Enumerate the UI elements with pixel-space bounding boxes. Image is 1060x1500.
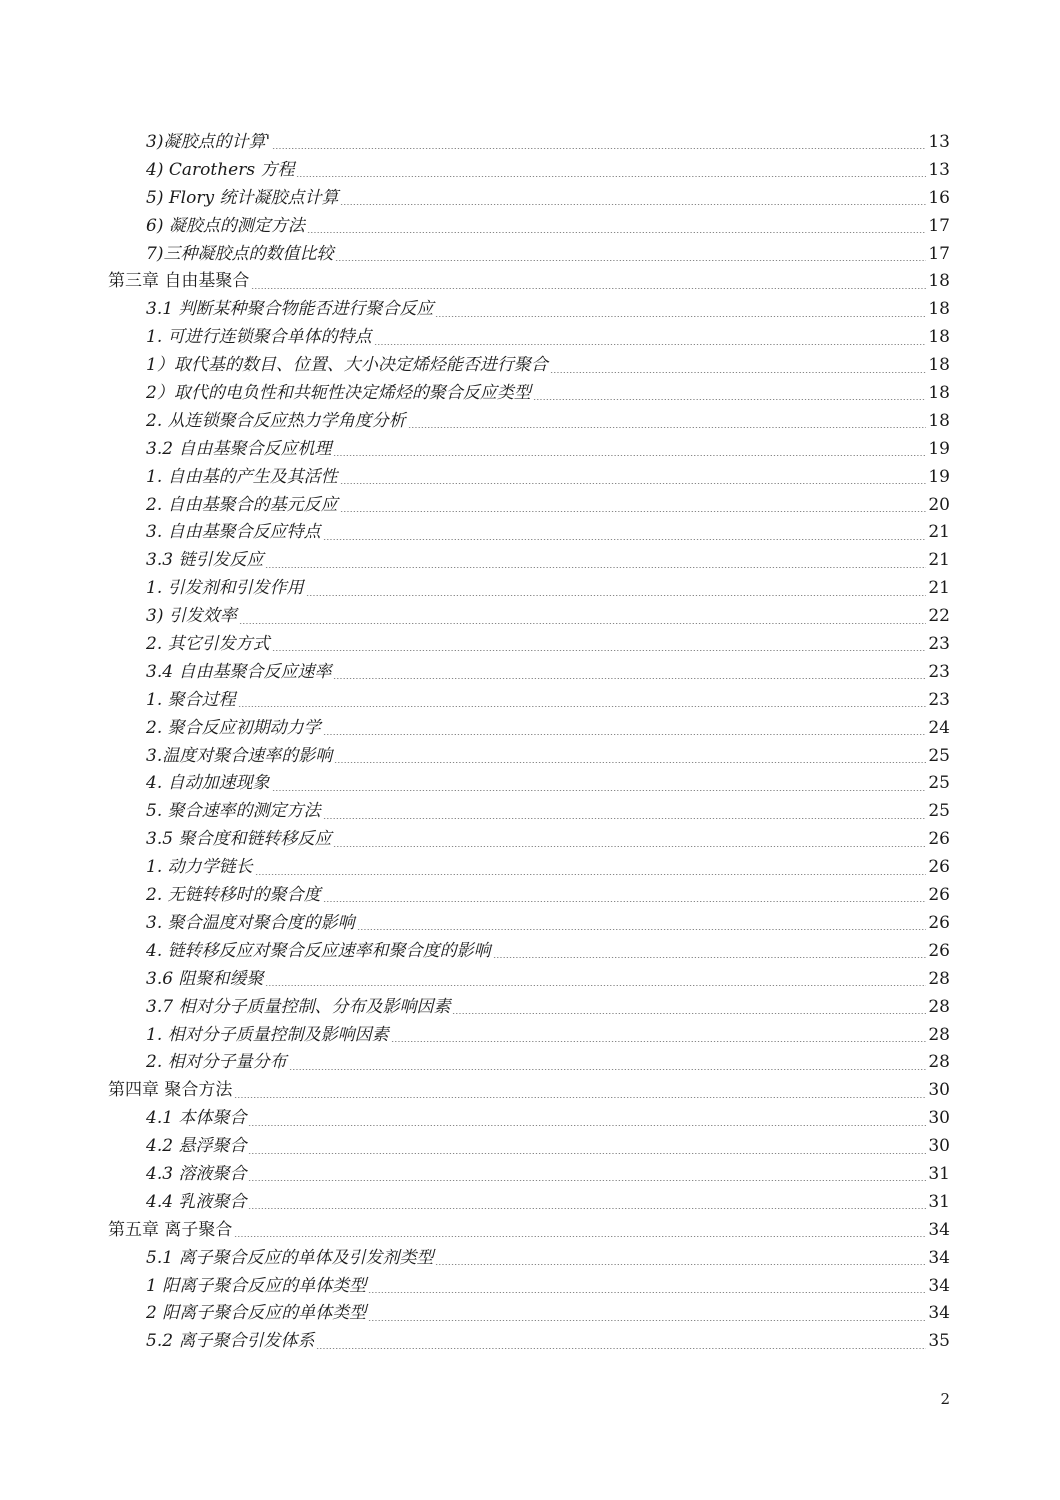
dot-leader: [340, 483, 927, 484]
toc-section-entry[interactable]: [108, 464, 950, 492]
toc-section-entry[interactable]: [108, 213, 950, 241]
toc-chapter-entry[interactable]: [108, 1077, 950, 1105]
toc-entry-label: 1. 自由基的产生及其活性: [146, 466, 338, 487]
toc-entry-page-number: 25: [928, 745, 950, 766]
dot-leader: [248, 1153, 926, 1154]
dot-leader: [334, 762, 926, 763]
toc-section-entry[interactable]: [108, 1161, 950, 1189]
toc-section-entry[interactable]: [108, 157, 950, 185]
toc-entry-label: 3.5 聚合度和链转移反应: [146, 829, 332, 850]
toc-entry-page-number: 30: [928, 1108, 950, 1129]
toc-section-entry[interactable]: [108, 770, 950, 798]
toc-entry-label: 1. 相对分子质量控制及影响因素: [146, 1024, 389, 1045]
toc-entry-label: 1. 动力学链长: [146, 857, 253, 878]
toc-entry-page-number: 25: [928, 801, 950, 822]
toc-section-entry[interactable]: [108, 241, 950, 269]
toc-entry-label: 4.2 悬浮聚合: [146, 1136, 247, 1157]
dot-leader: [272, 790, 927, 791]
dot-leader: [234, 1097, 926, 1098]
toc-entry-label: 4.4 乳液聚合: [146, 1191, 247, 1212]
dot-leader: [333, 846, 926, 847]
toc-section-entry[interactable]: [108, 129, 950, 157]
toc-entry-label: 第四章 聚合方法: [108, 1080, 233, 1101]
toc-entry-label: 第五章 离子聚合: [108, 1219, 233, 1240]
toc-entry-label: 6) 凝胶点的测定方法: [146, 215, 305, 236]
toc-entry-label: 2. 自由基聚合的基元反应: [146, 494, 338, 515]
toc-entry-page-number: 18: [928, 383, 950, 404]
toc-entry-label: 5) Flory 统计凝胶点计算: [146, 187, 339, 208]
toc-entry-label: 4) Carothers 方程: [146, 159, 295, 180]
toc-entry-page-number: 30: [928, 1080, 950, 1101]
dot-leader: [307, 232, 927, 233]
toc-entry-page-number: 18: [928, 271, 950, 292]
dot-leader: [323, 734, 927, 735]
toc-section-entry[interactable]: [108, 324, 950, 352]
dot-leader: [391, 1041, 927, 1042]
toc-section-entry[interactable]: [108, 715, 950, 743]
toc-entry-page-number: 26: [928, 857, 950, 878]
toc-entry-label: 1. 可进行连锁聚合单体的特点: [146, 327, 372, 348]
toc-entry-page-number: 34: [928, 1275, 950, 1296]
toc-entry-page-number: 18: [928, 355, 950, 376]
toc-entry-label: 1. 聚合过程: [146, 689, 236, 710]
dot-leader: [333, 455, 926, 456]
dot-leader: [316, 1348, 926, 1349]
toc-section-entry[interactable]: [108, 603, 950, 631]
dot-leader: [272, 650, 927, 651]
toc-entry-label: 2 阳离子聚合反应的单体类型: [146, 1303, 367, 1324]
toc-entry-label: 4. 链转移反应对聚合反应速率和聚合度的影响: [146, 940, 491, 961]
toc-entry-label: 7)三种凝胶点的数值比较: [146, 243, 334, 264]
dot-leader: [533, 399, 927, 400]
toc-entry-label: 3.温度对聚合速率的影响: [146, 745, 333, 766]
toc-section-entry[interactable]: [108, 296, 950, 324]
toc-entry-label: 2. 其它引发方式: [146, 634, 270, 655]
toc-section-entry[interactable]: [108, 1273, 950, 1301]
toc-section-entry[interactable]: [108, 826, 950, 854]
toc-entry-page-number: 13: [928, 159, 950, 180]
toc-section-entry[interactable]: [108, 910, 950, 938]
toc-section-entry[interactable]: [108, 687, 950, 715]
toc-entry-page-number: 26: [928, 912, 950, 933]
dot-leader: [289, 1069, 927, 1070]
dot-leader: [368, 1292, 926, 1293]
toc-section-entry[interactable]: [108, 436, 950, 464]
toc-entry-page-number: 21: [928, 522, 950, 543]
toc-section-entry[interactable]: [108, 1245, 950, 1273]
toc-entry-page-number: 23: [928, 661, 950, 682]
toc-entry-page-number: 23: [928, 634, 950, 655]
toc-section-entry[interactable]: [108, 854, 950, 882]
toc-entry-page-number: 23: [928, 689, 950, 710]
toc-section-entry[interactable]: [108, 352, 950, 380]
toc-entry-page-number: 16: [928, 187, 950, 208]
dot-leader: [340, 511, 927, 512]
toc-section-entry[interactable]: [108, 519, 950, 547]
toc-entry-label: 4.1 本体聚合: [146, 1108, 247, 1129]
toc-entry-label: 5.2 离子聚合引发体系: [146, 1331, 315, 1352]
toc-section-entry[interactable]: [108, 185, 950, 213]
toc-section-entry[interactable]: [108, 1022, 950, 1050]
toc-entry-label: 2. 从连锁聚合反应热力学角度分析: [146, 410, 406, 431]
dot-leader: [306, 595, 927, 596]
toc-entry-page-number: 13: [928, 132, 950, 152]
toc-entry-label: 2. 无链转移时的聚合度: [146, 885, 321, 906]
toc-entry-page-number: 34: [928, 1247, 950, 1268]
toc-section-entry[interactable]: [108, 492, 950, 520]
toc-entry-label: 3.2 自由基聚合反应机理: [146, 438, 332, 459]
toc-entry-page-number: 21: [928, 550, 950, 571]
toc-section-entry[interactable]: [108, 631, 950, 659]
dot-leader: [272, 148, 926, 149]
toc-entry-label: 3.7 相对分子质量控制、分布及影响因素: [146, 996, 451, 1017]
toc-entry-label: 5.1 离子聚合反应的单体及引发剂类型: [146, 1247, 434, 1268]
toc-entry-page-number: 19: [928, 438, 950, 459]
dot-leader: [248, 1208, 926, 1209]
toc-entry-label: 3.3 链引发反应: [146, 550, 264, 571]
toc-entry-label: 4.3 溶液聚合: [146, 1163, 247, 1184]
toc-entry-label: 第三章 自由基聚合: [108, 271, 250, 292]
toc-entry-label: 3.4 自由基聚合反应速率: [146, 661, 332, 682]
page-number: 2: [940, 1390, 950, 1408]
toc-section-entry[interactable]: [108, 408, 950, 436]
dot-leader: [265, 567, 926, 568]
toc-entry-page-number: 24: [928, 717, 950, 738]
toc-entry-page-number: 31: [928, 1191, 950, 1212]
toc-section-entry[interactable]: [108, 547, 950, 575]
toc-entry-label: 2. 相对分子量分布: [146, 1052, 287, 1073]
toc-entry-label: 3. 聚合温度对聚合度的影响: [146, 912, 355, 933]
toc-entry-page-number: 31: [928, 1163, 950, 1184]
dot-leader: [323, 818, 927, 819]
toc-entry-page-number: 17: [928, 215, 950, 236]
toc-entry-label: 3.1 判断某种聚合物能否进行聚合反应: [146, 299, 434, 320]
dot-leader: [335, 260, 926, 261]
dot-leader: [550, 372, 927, 373]
toc-section-entry[interactable]: [108, 966, 950, 994]
dot-leader: [251, 288, 926, 289]
toc-section-entry[interactable]: [108, 994, 950, 1022]
toc-section-entry[interactable]: [108, 1105, 950, 1133]
toc-section-entry[interactable]: [108, 1133, 950, 1161]
toc-entry-label: 4. 自动加速现象: [146, 773, 270, 794]
toc-section-entry[interactable]: [108, 938, 950, 966]
toc-section-entry[interactable]: [108, 798, 950, 826]
toc-entry-page-number: 17: [928, 243, 950, 264]
toc-entry-page-number: 18: [928, 299, 950, 320]
toc-entry-page-number: 19: [928, 466, 950, 487]
toc-section-entry[interactable]: [108, 1328, 950, 1356]
toc-entry-page-number: 20: [928, 494, 950, 515]
toc-section-entry[interactable]: [108, 659, 950, 687]
toc-entry-page-number: 26: [928, 829, 950, 850]
toc-entry-label: 2）取代的电负性和共轭性决定烯烃的聚合反应类型: [146, 383, 531, 404]
toc-entry-page-number: 35: [928, 1331, 950, 1352]
dot-leader: [265, 985, 926, 986]
toc-section-entry[interactable]: [108, 1049, 950, 1077]
toc-entry-page-number: 28: [928, 996, 950, 1017]
toc-entry-label: 1 阳离子聚合反应的单体类型: [146, 1275, 367, 1296]
toc-entry-page-number: 26: [928, 940, 950, 961]
toc-entry-label: 3)凝胶点的计算': [146, 132, 271, 152]
dot-leader: [452, 1013, 926, 1014]
dot-leader: [340, 204, 926, 205]
dot-leader: [333, 678, 926, 679]
toc-entry-label: 1. 引发剂和引发作用: [146, 578, 304, 599]
toc-entry-page-number: 30: [928, 1136, 950, 1157]
toc-section-entry[interactable]: [108, 743, 950, 771]
toc-section-entry[interactable]: [108, 1300, 950, 1328]
dot-leader: [323, 901, 927, 902]
toc-entry-label: 3) 引发效率: [146, 606, 237, 627]
toc-section-entry[interactable]: [108, 380, 950, 408]
toc-section-entry[interactable]: [108, 882, 950, 910]
dot-leader: [255, 874, 927, 875]
table-of-contents: [108, 129, 950, 1356]
dot-leader: [239, 623, 927, 624]
toc-entry-page-number: 25: [928, 773, 950, 794]
toc-section-entry[interactable]: [108, 575, 950, 603]
toc-entry-page-number: 18: [928, 410, 950, 431]
dot-leader: [238, 706, 927, 707]
dot-leader: [374, 344, 927, 345]
dot-leader: [408, 427, 927, 428]
toc-entry-page-number: 34: [928, 1219, 950, 1240]
dot-leader: [296, 176, 926, 177]
dot-leader: [435, 316, 926, 317]
toc-entry-page-number: 28: [928, 968, 950, 989]
dot-leader: [248, 1180, 926, 1181]
dot-leader: [323, 539, 927, 540]
toc-section-entry[interactable]: [108, 1189, 950, 1217]
dot-leader: [435, 1264, 926, 1265]
dot-leader: [368, 1320, 926, 1321]
toc-entry-page-number: 28: [928, 1052, 950, 1073]
toc-chapter-entry[interactable]: [108, 268, 950, 296]
toc-entry-page-number: 26: [928, 885, 950, 906]
toc-entry-page-number: 22: [928, 606, 950, 627]
toc-entry-label: 5. 聚合速率的测定方法: [146, 801, 321, 822]
dot-leader: [234, 1236, 926, 1237]
toc-entry-label: 1）取代基的数目、位置、大小决定烯烃能否进行聚合: [146, 355, 548, 376]
dot-leader: [493, 957, 927, 958]
dot-leader: [248, 1125, 926, 1126]
toc-entry-label: 3.6 阻聚和缓聚: [146, 968, 264, 989]
toc-entry-page-number: 21: [928, 578, 950, 599]
toc-entry-label: 3. 自由基聚合反应特点: [146, 522, 321, 543]
toc-entry-page-number: 18: [928, 327, 950, 348]
toc-entry-label: 2. 聚合反应初期动力学: [146, 717, 321, 738]
toc-entry-page-number: 28: [928, 1024, 950, 1045]
toc-chapter-entry[interactable]: [108, 1217, 950, 1245]
dot-leader: [357, 929, 927, 930]
toc-entry-page-number: 34: [928, 1303, 950, 1324]
